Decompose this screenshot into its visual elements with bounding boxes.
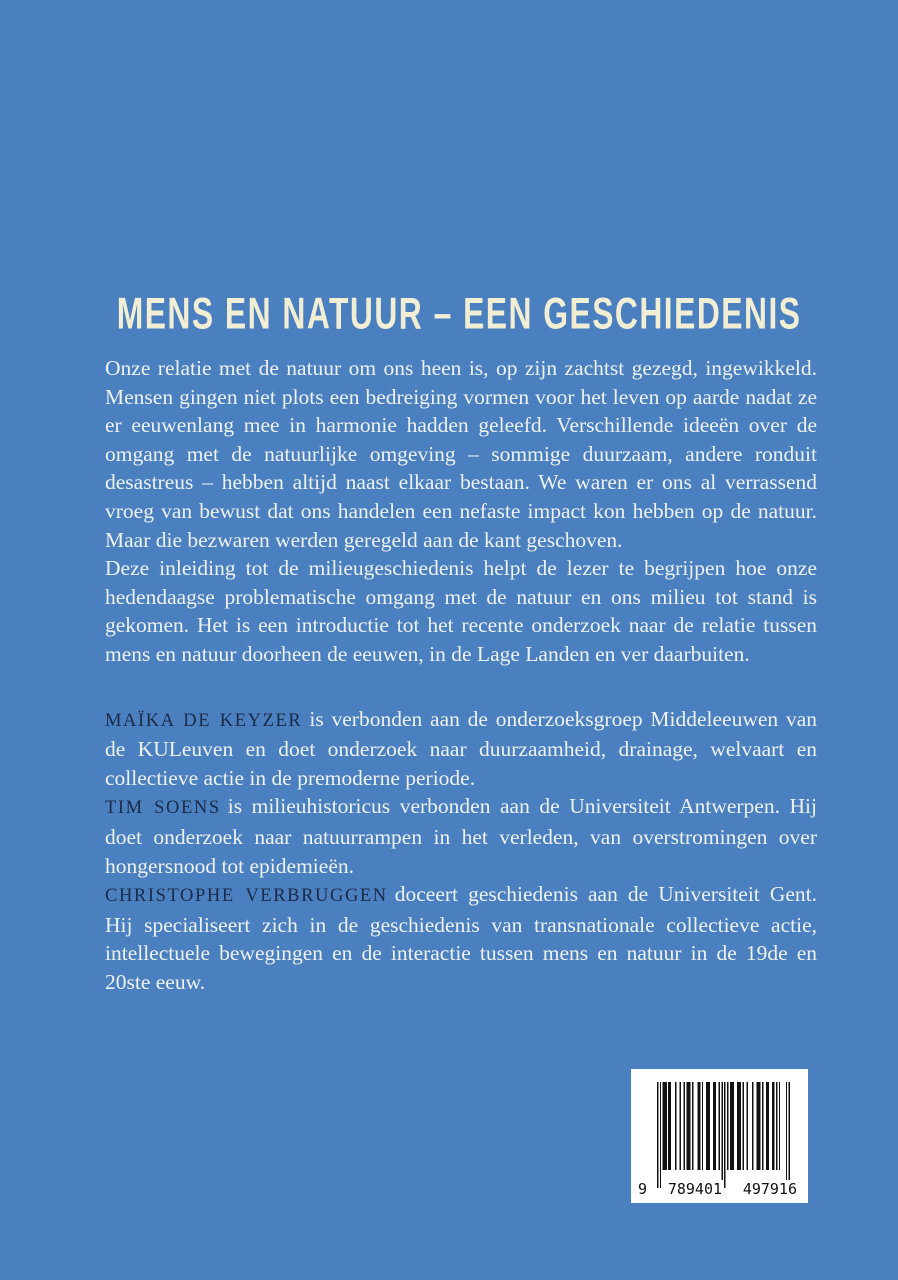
author-name: MAÏKA DE KEYZER xyxy=(105,710,303,731)
author-bio xyxy=(105,792,817,880)
synopsis-paragraph: Onze relatie met de natuur om ons heen is, op zijn zachtst gezegd, ingewikkeld. Mensen gingen niet plots een bedreiging vormen voor het leven op aarde nadat ze er eeuwenlang mee in harmonie hadden geleefd. Verschillende ideeën over de omgang met de natuurlijke omgeving – sommige duurzaam, andere ronduit desastreus – hebben altijd naast elkaar bestaan. We waren er ons al verrassend vroeg van bewust dat ons handelen een nefaste impact kon hebben op de natuur. Maar die bezwaren werden geregeld aan de kant geschoven. xyxy=(105,356,817,552)
cover-text xyxy=(105,354,817,996)
isbn-digit-group: 9 xyxy=(638,1180,648,1198)
barcode-bars-icon xyxy=(657,1082,790,1188)
author-name: CHRISTOPHE VERBRUGGEN xyxy=(105,886,388,907)
author-bio-text: is verbonden aan de onderzoeksgroep Middeleeuwen van de KULeuven en doet onderzoek naar duurzaamheid, drainage, welvaart en collectieve actie in de premoderne periode. xyxy=(105,706,817,790)
isbn-text xyxy=(637,1180,798,1198)
book-title: MENS EN NATUUR – EEN GESCHIEDENIS xyxy=(116,289,802,339)
synopsis-paragraph: Deze inleiding tot de milieugeschiedenis helpt de lezer te begrijpen hoe onze hedendaagse problematische omgang met de natuur en ons milieu tot stand is gekomen. Het is een introductie tot het recente onderzoek naar de relatie tussen mens en natuur doorheen de eeuwen, in de Lage Landen en ver daarbuiten. xyxy=(105,556,817,666)
author-bio-text: doceert geschiedenis aan de Universiteit Gent. Hij specialiseert zich in de geschiedenis van transnationale collectieve actie, intellectuele bewegingen en de interactie tussen mens en natuur in de 19de en 20ste eeuw. xyxy=(105,882,817,994)
isbn-digit-group: 497916 xyxy=(742,1180,797,1198)
author-bio xyxy=(105,705,817,793)
author-bio-text: is milieuhistoricus verbonden aan de Universiteit Antwerpen. Hij doet onderzoek naar natuurrampen in het verleden, van overstromingen over hongersnood tot epidemieën. xyxy=(105,794,817,878)
isbn-digit-group: 789401 xyxy=(667,1180,723,1198)
author-name: TIM SOENS xyxy=(105,798,221,819)
author-bio xyxy=(105,880,817,996)
barcode xyxy=(631,1069,808,1203)
